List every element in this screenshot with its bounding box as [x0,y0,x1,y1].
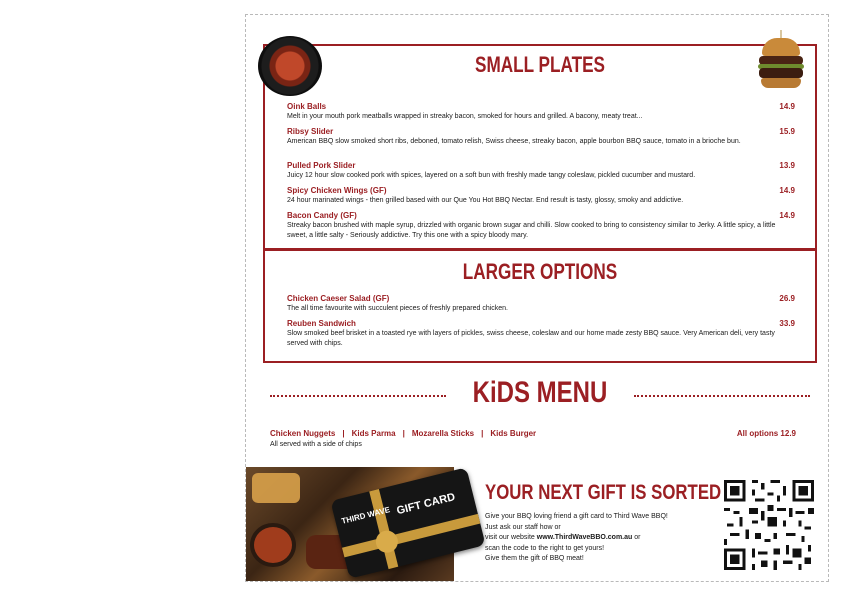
gift-line [485,533,713,544]
burger-photo [756,30,806,92]
gift-title: YOUR NEXT GIFT IS SORTED [485,481,722,504]
item-price: 14.9 [779,186,795,195]
item-description: Melt in your mouth pork meatballs wrapped in streaky bacon, smoked for hours and grilled. A bacony, meaty treat... [287,113,643,120]
item-description: The all time favourite with succulent pieces of freshly prepared chicken. [287,305,508,312]
item-name: Ribsy Slider [287,127,334,136]
item-name: Reuben Sandwich [287,319,356,328]
separator: | [342,429,345,438]
menu-item [287,102,795,122]
menu-item [287,161,795,181]
item-name: Pulled Pork Slider [287,161,356,170]
item-description: Streaky bacon brushed with maple syrup, drizzled with organic brown sugar and chilli. Slow cooked to bring to consistency similar to Jerky. A little spicy, a little sweet, a little salty - Seriously addictive. Try this one with a spicy bloody mary. [287,222,776,239]
kids-note: All served with a side of chips [270,441,362,448]
gift-line: Just ask our staff how or [485,523,561,531]
menu-item [287,294,795,314]
kids-menu-title: KiDS MENU [472,376,608,409]
menu-item [287,211,795,240]
small-plates-title: SMALL PLATES [475,52,605,77]
item-price: 13.9 [779,161,795,170]
card-brand: THIRD WAVE [340,505,391,526]
website-link[interactable]: www.ThirdWaveBBO.com.au [536,534,633,541]
item-description: Slow smoked beef brisket in a toasted rye with layers of pickles, swiss cheese, coleslaw and our home made zesty BBQ sauce. Very American deli, very tasty served with chips. [287,330,775,347]
card-label: GIFT CARD [395,491,457,518]
dotted-divider-left [270,395,446,397]
item-price: 15.9 [779,127,795,136]
gift-line-text: or [632,534,641,541]
item-name: Oink Balls [287,102,327,111]
kids-item: Kids Parma [351,429,396,438]
menu-item [287,127,795,147]
item-description: American BBQ slow smoked short ribs, deboned, tomato relish, Swiss cheese, streaky bacon, apple bourbon BBQ sauce, tomato in a brioche bun. [287,138,741,145]
item-name: Spicy Chicken Wings (GF) [287,186,387,195]
bow-icon [374,528,401,555]
wings-plate-photo [258,36,322,96]
item-price: 14.9 [779,102,795,111]
separator: | [481,429,484,438]
item-description: Juicy 12 hour slow cooked pork with spices, layered on a soft bun with freshly made tangy coleslaw, pickled cucumber and mustard. [287,172,696,179]
dotted-divider-right [634,395,810,397]
item-name: Chicken Caeser Salad (GF) [287,294,390,303]
gift-footer: Give them the gift of BBQ meat! [485,555,584,562]
small-plates-section [263,44,817,250]
item-description: 24 hour marinated wings - then grilled based with our Que You Hot BBQ Nectar. End result is tasty, glossy, smoky and addictive. [287,197,684,204]
item-price: 33.9 [779,319,795,328]
kids-item: Mozarella Sticks [411,429,475,438]
gift-line-text: visit our website [485,534,537,541]
gift-line: scan the code to the right to get yours! [485,544,605,552]
qr-code-icon[interactable] [724,480,814,570]
separator: | [402,429,405,438]
kids-menu-items [270,429,796,438]
gift-line: Give your BBQ loving friend a gift card to Third Wave BBQ! [485,513,668,520]
item-price: 14.9 [779,211,795,220]
kids-price: All options 12.9 [736,429,796,438]
item-price: 26.9 [779,294,795,303]
menu-item [287,186,795,206]
kids-item: Kids Burger [490,429,537,438]
kids-item: Chicken Nuggets [270,429,336,438]
larger-options-section [263,249,817,363]
larger-options-title: LARGER OPTIONS [462,259,618,284]
menu-item [287,319,795,348]
gift-description [485,512,713,554]
item-name: Bacon Candy (GF) [287,211,357,220]
